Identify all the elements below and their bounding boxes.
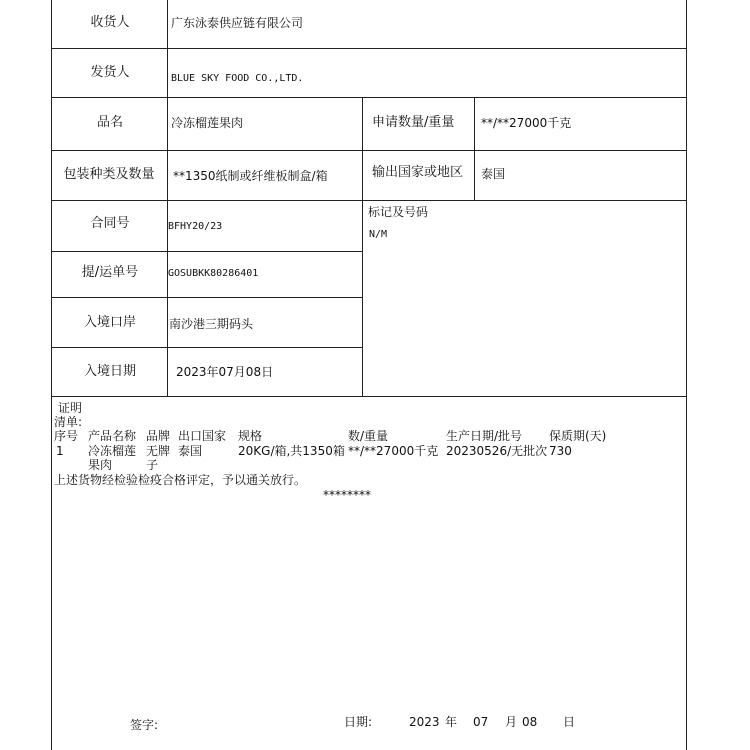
statement: 上述货物经检验检疫合格评定，予以通关放行。 <box>54 473 307 487</box>
list-label: 清单: <box>54 415 83 429</box>
border-right <box>686 0 687 750</box>
header-name: 产品名称 <box>88 429 137 443</box>
date-month: 07 <box>473 715 489 729</box>
quantity-label: 申请数量/重量 <box>372 115 455 130</box>
item-shelf: 730 <box>549 444 572 458</box>
item-qty: **/**27000千克 <box>348 444 439 458</box>
date-label: 日期: <box>344 715 373 729</box>
entry-date-label: 入境日期 <box>83 364 137 379</box>
border-left <box>51 0 52 750</box>
hline-7 <box>51 347 363 348</box>
consignor-label: 发货人 <box>90 65 130 80</box>
hline-2 <box>51 97 687 98</box>
date-day-unit: 日 <box>563 715 576 729</box>
sign-label: 签字: <box>130 718 159 732</box>
contract-label: 合同号 <box>90 216 130 231</box>
consignee-value: 广东泳泰供应链有限公司 <box>171 16 304 30</box>
header-seq: 序号 <box>54 429 79 443</box>
consignee-label: 收货人 <box>90 15 130 30</box>
hline-8 <box>51 396 687 397</box>
date-year-unit: 年 <box>445 715 458 729</box>
contract-value: BFHY20/23 <box>168 221 223 232</box>
date-year: 2023 <box>409 715 440 729</box>
product-label: 品名 <box>96 115 124 130</box>
header-spec: 规格 <box>238 429 263 443</box>
item-country: 泰国 <box>178 444 203 458</box>
certificate-title: 证明 <box>58 401 83 415</box>
header-country: 出口国家 <box>178 429 227 443</box>
header-brand: 品牌 <box>146 429 171 443</box>
port-label: 入境口岸 <box>83 315 137 330</box>
product-value: 冷冻榴莲果肉 <box>171 116 244 130</box>
item-brand-line1: 无牌 <box>146 444 171 458</box>
hline-4 <box>51 200 687 201</box>
date-day: 08 <box>522 715 538 729</box>
packaging-value: **1350纸制或纤维板制盒/箱 <box>173 169 328 183</box>
bill-label: 提/运单号 <box>81 265 139 280</box>
item-name-line1: 冷冻榴莲 <box>88 444 137 458</box>
consignor-value: BLUE SKY FOOD CO.,LTD. <box>171 73 304 84</box>
bill-value: GOSUBKK80286401 <box>168 268 259 279</box>
item-brand-line2: 子 <box>146 458 159 472</box>
header-qty: 数/重量 <box>348 429 389 443</box>
marks-label: 标记及号码 <box>368 205 429 219</box>
hline-5 <box>51 251 363 252</box>
item-seq: 1 <box>56 444 64 458</box>
divider-right-col <box>474 97 475 201</box>
divider-mid-col-a <box>362 97 363 201</box>
divider-mid-col-b <box>362 201 363 397</box>
entry-date-value: 2023年07月08日 <box>176 365 274 379</box>
item-spec: 20KG/箱,共1350箱 <box>238 444 345 458</box>
item-date-batch: 20230526/无批次 <box>446 444 548 458</box>
header-shelf: 保质期(天) <box>549 429 607 443</box>
hline-1 <box>51 48 687 49</box>
origin-label: 输出国家或地区 <box>372 165 464 180</box>
hline-3 <box>51 150 687 151</box>
port-value: 南沙港三期码头 <box>169 317 254 331</box>
date-month-unit: 月 <box>505 715 518 729</box>
marks-value: N/M <box>369 229 388 240</box>
divider-label-col <box>167 0 168 397</box>
header-date-batch: 生产日期/批号 <box>446 429 523 443</box>
packaging-label: 包装种类及数量 <box>63 167 155 182</box>
quantity-value: **/**27000千克 <box>481 116 572 130</box>
stars-mark: ******** <box>323 488 371 502</box>
hline-6 <box>51 297 363 298</box>
origin-value: 泰国 <box>481 167 506 181</box>
item-name-line2: 果肉 <box>88 458 113 472</box>
